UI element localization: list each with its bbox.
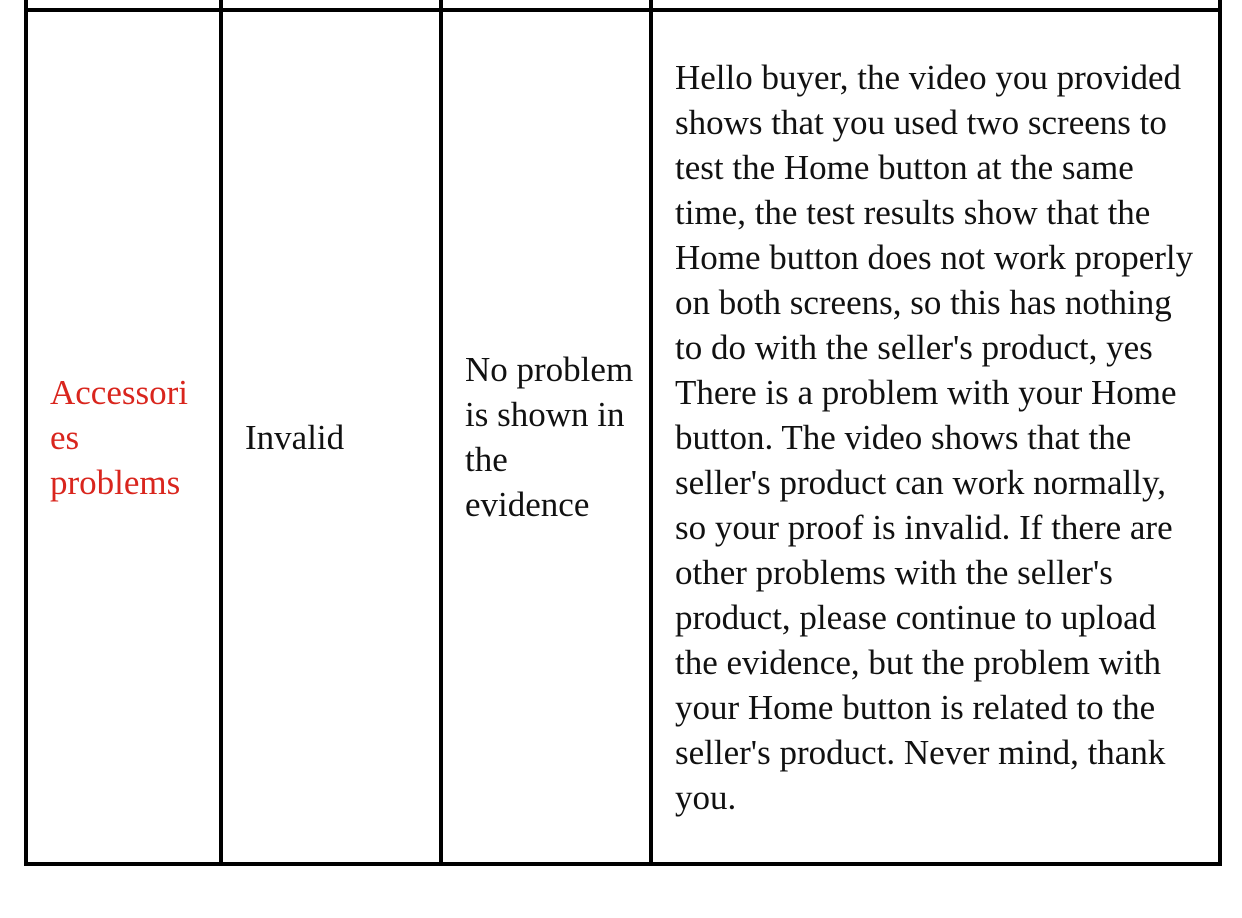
problem-type-cell (26, 10, 221, 864)
dispute-table-container (24, 0, 1218, 866)
response-text: Hello buyer, the video you provided shows that you used two screens to test the Home button at the same time, the test results show that the Home button does not work properly on both screens, so this has nothing to do with the seller's product, yes There is a problem with your Home button. The video shows that the seller's product can work normally, so your proof is invalid. If there are other problems with the seller's product, please continue to upload the evidence, but the problem with your Home button is related to the seller's product. Never mind, thank you. (675, 57, 1194, 817)
response-cell (651, 10, 1220, 864)
reason-text: No problem is shown in the evidence (465, 350, 634, 524)
table-cell-empty (441, 0, 651, 10)
dispute-table (24, 0, 1222, 866)
table-cell-empty (221, 0, 441, 10)
reason-cell (441, 10, 651, 864)
table-cell-empty (26, 0, 221, 10)
table-row (26, 10, 1220, 864)
table-cell-empty (651, 0, 1220, 10)
status-text: Invalid (245, 417, 345, 457)
problem-type-text: Accessories problems (50, 372, 189, 502)
status-cell (221, 10, 441, 864)
table-row-previous (26, 0, 1220, 10)
